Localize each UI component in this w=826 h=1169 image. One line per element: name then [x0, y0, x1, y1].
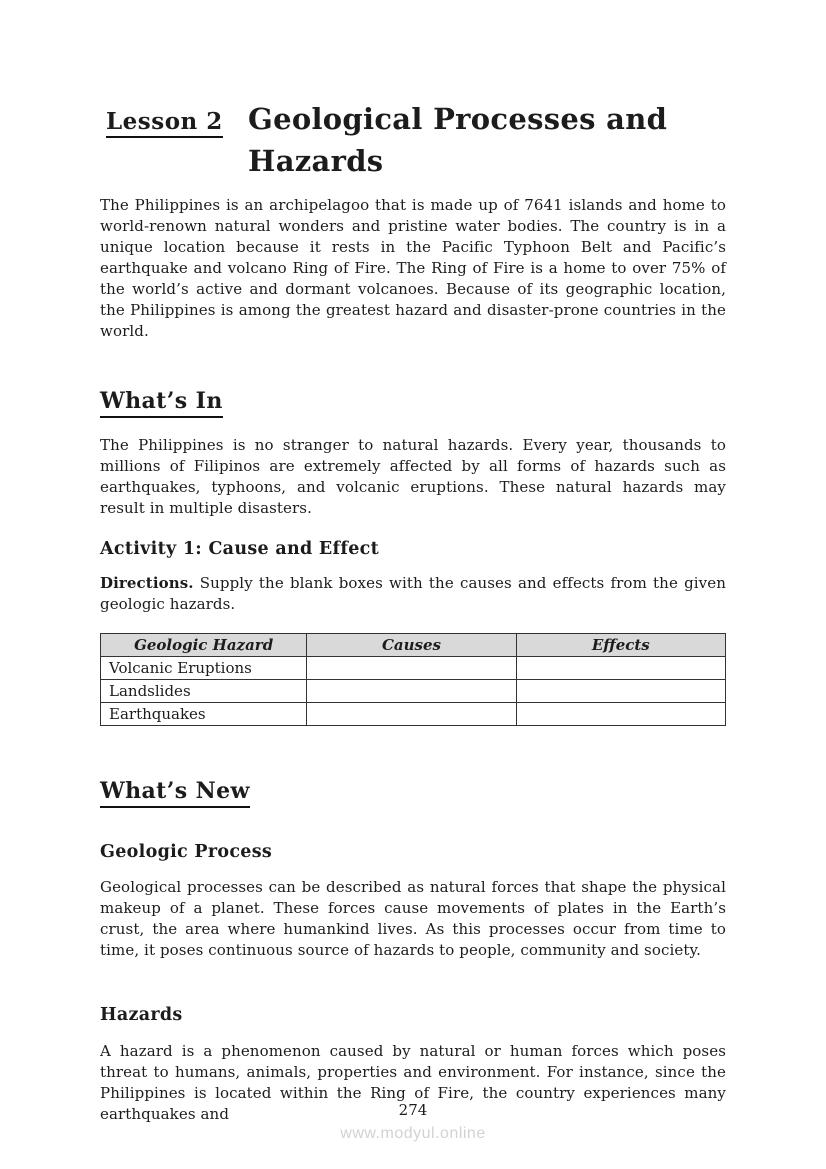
heading-whats-in	[100, 388, 726, 418]
lesson-header	[100, 98, 726, 182]
effects-cell-empty	[516, 680, 725, 703]
causes-cell-empty	[307, 657, 516, 680]
geologic-process-paragraph: Geological processes can be described as natural forces that shape the physical makeup of a planet. These forces cause movements of plates in the Earth’s crust, the area where humankind lives. As this processes occur from time to time, it poses continuous source of hazards to people, community and society.	[100, 878, 726, 960]
directions-paragraph	[100, 573, 726, 615]
lesson-label	[100, 108, 248, 138]
hazard-cell: Volcanic Eruptions	[101, 657, 307, 680]
table-row	[101, 680, 726, 703]
causes-cell-empty	[307, 680, 516, 703]
geologic-process-heading: Geologic Process	[100, 842, 273, 863]
intro-paragraph: The Philippines is an archipelagoo that is made up of 7641 islands and home to world-renown natural wonders and pristine water bodies. The country is in a unique location because it rests in the Pacific Typhoon Belt and Pacific’s earthquake and volcano Ring of Fire. The Ring of Fire is a home to over 75% of the world’s active and dormant volcanoes. Because of its geographic location, the Philippines is among the greatest hazard and disaster-prone countries in the world.	[100, 196, 726, 341]
hazards-heading: Hazards	[100, 1005, 183, 1026]
page-title: Geological Processes and Hazards	[248, 102, 668, 179]
heading-whats-in-text: What’s In	[100, 388, 223, 418]
page-footer	[0, 1101, 826, 1143]
page-number: 274	[398, 1101, 428, 1119]
lesson-label-text: Lesson 2	[106, 108, 223, 138]
directions-text: Supply the blank boxes with the causes and effects from the given geologic hazards.	[100, 574, 726, 614]
causes-cell-empty	[307, 703, 516, 726]
effects-cell-empty	[516, 657, 725, 680]
watermark: www.modyul.online	[340, 1125, 486, 1142]
hazards-paragraph: A hazard is a phenomenon caused by natural or human forces which poses threat to humans, animals, properties and environment. For instance, since the Philippines is located within the Ring of Fire, the country experiences many earthquakes and	[100, 1042, 726, 1124]
heading-whats-new-text: What’s New	[100, 778, 250, 808]
table-row	[101, 703, 726, 726]
effects-cell-empty	[516, 703, 725, 726]
heading-whats-new	[100, 778, 726, 808]
directions-label: Directions.	[100, 574, 194, 593]
activity-heading: Activity 1: Cause and Effect	[100, 539, 379, 560]
hazard-cell: Earthquakes	[101, 703, 307, 726]
header-cell-effects: Effects	[516, 634, 725, 657]
header-cell-geologic-hazard: Geologic Hazard	[101, 634, 307, 657]
table-header-row	[101, 634, 726, 657]
hazard-cell: Landslides	[101, 680, 307, 703]
activity-table	[100, 633, 726, 726]
table-row	[101, 657, 726, 680]
whats-in-paragraph: The Philippines is no stranger to natural hazards. Every year, thousands to millions of Filipinos are extremely affected by all forms of hazards such as earthquakes, typhoons, and volcanic eruptions. These natural hazards may result in multiple disasters.	[100, 436, 726, 518]
header-cell-causes: Causes	[307, 634, 516, 657]
